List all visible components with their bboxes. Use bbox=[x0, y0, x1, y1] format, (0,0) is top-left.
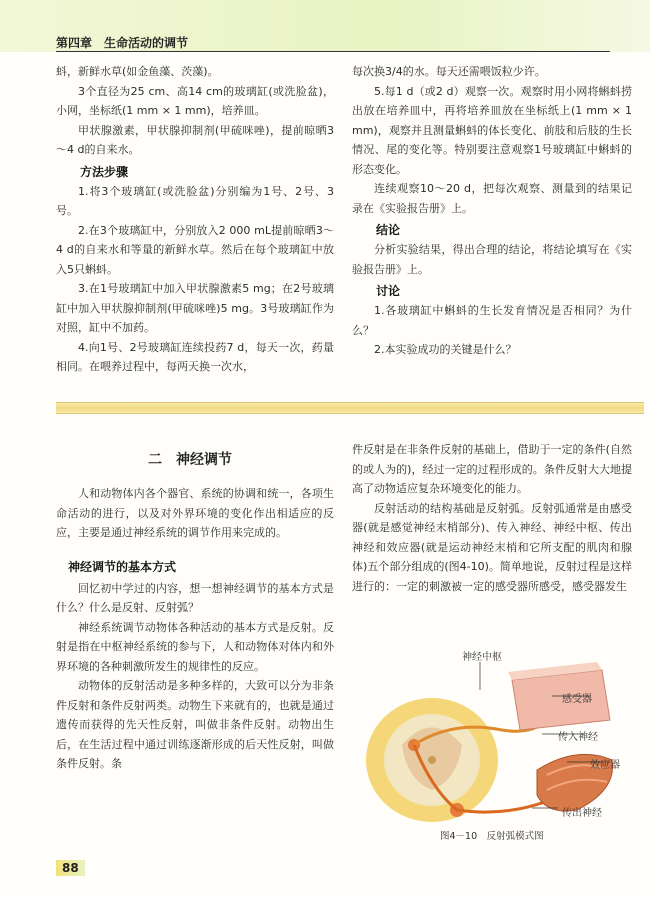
paragraph: 5.每1 d（或2 d）观察一次。观察时用小网将蝌蚪捞出放在培养皿中，再将培养皿放在坐标纸上(1 mm × 1 mm)，观察并且测量蝌蚪的体长变化、前肢和后肢的生长情况、尾的变化等。特别要注意观察1号玻璃缸中蝌蚪的形态变化。 bbox=[352, 84, 632, 176]
step-heading: 结论 bbox=[376, 223, 401, 237]
paragraph: 每次换3/4的水。每天还需喂饭粒少许。 bbox=[352, 65, 546, 78]
label-receptor: 感受器 bbox=[562, 694, 592, 705]
paragraph: 甲状腺激素，甲状腺抑制剂(甲硫咪唑)，提前晾晒3～4 d的自来水。 bbox=[56, 123, 334, 156]
paragraph: 4.向1号、2号玻璃缸连续投药7 d，每天一次，药量相同。在喂养过程中，每两天换一次水， bbox=[56, 340, 334, 373]
paragraph: 动物体的反射活动是多种多样的，大致可以分为非条件反射和条件反射两类。动物生下来就有的，也就是通过遗传而获得的先天性反射，叫做非条件反射。动物出生后，在生活过程中通过训练逐渐形成的后天性反射，叫做条件反射。条 bbox=[56, 679, 334, 770]
section-divider bbox=[56, 402, 644, 414]
chapter-title: 第四章 生命活动的调节 bbox=[56, 36, 189, 50]
label-nerve-center: 神经中枢 bbox=[462, 652, 502, 663]
central-canal bbox=[428, 756, 436, 764]
chapter-header bbox=[0, 0, 650, 52]
experiment-column-right bbox=[352, 62, 632, 360]
paragraph: 2.本实验成功的关键是什么？ bbox=[374, 343, 517, 356]
experiment-column-left bbox=[56, 62, 334, 377]
label-afferent-nerve: 传入神经 bbox=[558, 732, 598, 743]
neural-regulation-column-left bbox=[56, 484, 334, 774]
paragraph: 连续观察10～20 d，把每次观察、测量到的结果记录在《实验报告册》上。 bbox=[352, 182, 632, 215]
paragraph: 人和动物体内各个器官、系统的协调和统一，各项生命活动的进行，以及对外界环境的变化作出相适应的反应，主要是通过神经系统的调节作用来完成的。 bbox=[56, 487, 334, 539]
subsection-heading: 神经调节的基本方式 bbox=[68, 559, 177, 574]
paragraph: 神经系统调节动物体各种活动的基本方式是反射。反射是指在中枢神经系统的参与下，人和动物体对体内和外界环境的各种刺激所发生的规律性的反应。 bbox=[56, 620, 334, 673]
header-rule bbox=[56, 51, 610, 52]
reflex-arc-figure bbox=[362, 650, 632, 826]
section-title: 二 神经调节 bbox=[148, 452, 232, 468]
paragraph: 3.在1号玻璃缸中加入甲状腺激素5 mg；在2号玻璃缸中加入甲状腺抑制剂(甲硫咪唑)5 mg。3号玻璃缸作为对照，缸中不加药。 bbox=[56, 282, 334, 334]
paragraph: 2.在3个玻璃缸中，分别放入2 000 mL提前晾晒3～4 d的自来水和等量的新鲜水草。然后在每个玻璃缸中放入5只蝌蚪。 bbox=[56, 223, 334, 276]
paragraph: 1.将3个玻璃缸(或洗脸盆)分别编为1号、2号、3号。 bbox=[56, 184, 334, 217]
paragraph: 件反射是在非条件反射的基础上，借助于一定的条件(自然的或人为的)，经过一定的过程形成的。条件反射大大地提高了动物适应复杂环境变化的能力。 bbox=[352, 443, 632, 495]
step-heading: 讨论 bbox=[376, 284, 401, 298]
paragraph: 1.各玻璃缸中蝌蚪的生长发育情况是否相同？为什么？ bbox=[352, 304, 632, 337]
paragraph: 反射活动的结构基础是反射弧。反射弧通常是由感受器(就是感觉神经末梢部分)、传入神经、神经中枢、传出神经和效应器(就是运动神经末梢和它所支配的肌肉和腺体)五个部分组成的(图4-10)。简单地说，反射过程是这样进行的：一定的刺激被一定的感受器所感受，感受器发生 bbox=[352, 501, 632, 593]
page-number: 88 bbox=[56, 860, 85, 876]
step-heading: 方法步骤 bbox=[80, 164, 129, 179]
paragraph: 蚪，新鲜水草(如金鱼藻、茨藻)。 bbox=[56, 65, 219, 78]
label-efferent-nerve: 传出神经 bbox=[562, 808, 602, 819]
reflex-arc-illustration bbox=[362, 650, 632, 826]
figure-caption: 图4－10 反射弧模式图 bbox=[440, 831, 544, 842]
neural-regulation-column-right bbox=[352, 440, 632, 596]
skin-block bbox=[512, 670, 610, 730]
label-effector: 效应器 bbox=[590, 760, 620, 771]
paragraph: 3个直径为25 cm、高14 cm的玻璃缸(或洗脸盆)，小网，坐标纸(1 mm × 1 mm)，培养皿。 bbox=[56, 84, 334, 117]
paragraph: 分析实验结果，得出合理的结论，将结论填写在《实验报告册》上。 bbox=[352, 243, 632, 276]
paragraph: 回忆初中学过的内容，想一想神经调节的基本方式是什么？什么是反射、反射弧？ bbox=[56, 581, 334, 614]
